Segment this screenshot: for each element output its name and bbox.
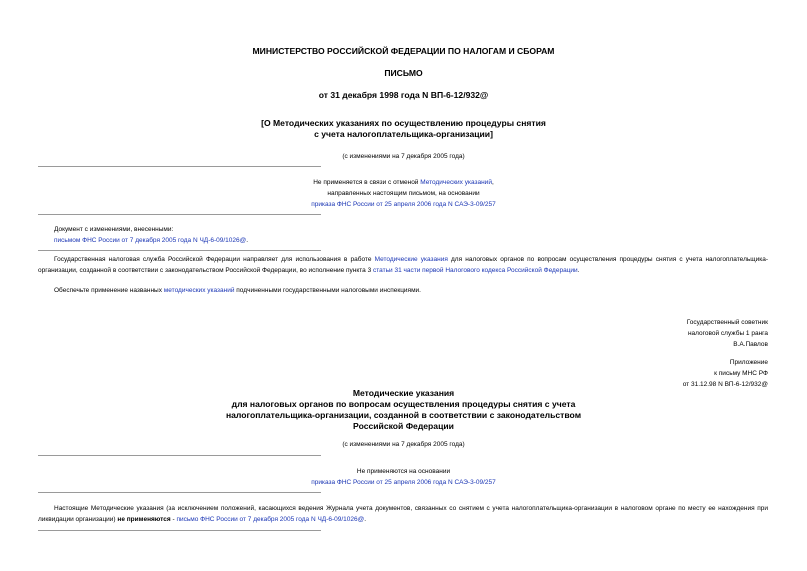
fns-order-link[interactable]: приказа ФНС России от 25 апреля 2006 года N САЭ-3-09/257 [311, 201, 496, 208]
date-number: от 31 декабря 1998 года N ВП-6-12/932@ [318, 90, 489, 100]
tax-code-link[interactable]: статьи 31 части первой Налогового кодекса Российской Федерации [373, 267, 578, 274]
ministry-heading: МИНИСТЕРСТВО РОССИЙСКОЙ ФЕДЕРАЦИИ ПО НАЛОГАМ И СБОРАМ [252, 46, 555, 56]
fns-letter-link[interactable]: письмо ФНС России от 7 декабря 2005 года N ЧД-6-09/1026@ [176, 516, 365, 523]
paragraph-text: . [364, 516, 367, 523]
notice-text-tail: , [491, 179, 494, 186]
guidelines-title-2: для налоговых органов по вопросам осуществления процедуры снятия с учета [231, 399, 576, 409]
appendix-label: Приложение [729, 359, 768, 366]
paragraph-text: Обеспечьте применение названных [54, 287, 164, 294]
paragraph-text: Государственная налоговая служба Российской Федерации направляет для использования в работе [54, 256, 375, 263]
guidelines-notice-1: Не применяются на основании [356, 468, 451, 475]
changes-tail: . [246, 237, 249, 244]
notice-line-1 [0, 177, 807, 188]
amendments-note: (с изменениями на 7 декабря 2005 года) [342, 153, 465, 160]
guidelines-title-4: Российской Федерации [353, 421, 454, 431]
guidelines-title-3: налогоплательщика-организации, созданной в соответствии с законодательством [225, 410, 582, 420]
fns-order-link[interactable]: приказа ФНС России от 25 апреля 2006 года N САЭ-3-09/257 [311, 479, 496, 486]
guidelines-notice-2 [0, 477, 807, 488]
paragraph-text: . [577, 267, 580, 274]
divider [38, 166, 321, 167]
fns-letter-link[interactable]: письмом ФНС России от 7 декабря 2005 года N ЧД-6-09/1026@ [54, 237, 247, 244]
subject-line-2: с учета налогоплательщика-организации] [314, 129, 493, 139]
paragraph-text: Настоящие Методические указания (за исключением положений, касающихся ведения Журнала учета документов, связанных со снятием с учета налогоплательщика-организации в налоговом органе по месту ее нахождения при ликвидации организации) [38, 505, 768, 523]
paragraph-text: для налоговых органов по вопросам осуществления процедуры снятия с учета налогоплательщика-организации, созданной в соответствии с законодательством Российской Федерации, во исполнение пункта 3 [38, 256, 768, 274]
body-paragraph-1 [38, 254, 768, 276]
signature-title-1: Государственный советник [686, 319, 768, 326]
guidelines-title-1: Методические указания [352, 388, 455, 398]
body-paragraph-3 [38, 503, 768, 525]
signature-title-2: налоговой службы 1 ранга [687, 330, 768, 337]
divider [38, 214, 321, 215]
subject-line-1: [О Методических указаниях по осуществлению процедуры снятия [261, 118, 546, 128]
divider [38, 530, 321, 531]
guidelines-link[interactable]: Методические указания [374, 256, 448, 263]
notice-line-3 [0, 199, 807, 210]
signature-name: В.А.Павлов [733, 341, 768, 348]
notice-line-2: направленных настоящим письмом, на основании [327, 190, 480, 197]
changes-line-2 [54, 235, 248, 246]
paragraph-text: - [170, 516, 177, 523]
divider [38, 250, 321, 251]
document-type: ПИСЬМО [384, 68, 423, 78]
not-applicable-text: не применяются [117, 516, 171, 523]
divider [38, 492, 321, 493]
guidelines-link[interactable]: Методических указаний [420, 179, 492, 186]
appendix-ref: к письму МНС РФ [714, 370, 768, 377]
guidelines-link[interactable]: методических указаний [163, 287, 235, 294]
changes-label: Документ с изменениями, внесенными: [54, 226, 174, 233]
appendix-date-number: от 31.12.98 N ВП-6-12/932@ [682, 381, 768, 388]
divider [38, 455, 321, 456]
notice-text: Не применяется в связи с отменой [313, 179, 421, 186]
body-paragraph-2 [38, 285, 768, 296]
guidelines-amendments: (с изменениями на 7 декабря 2005 года) [342, 441, 465, 448]
paragraph-text: подчиненными государственными налоговыми инспекциями. [234, 287, 421, 294]
